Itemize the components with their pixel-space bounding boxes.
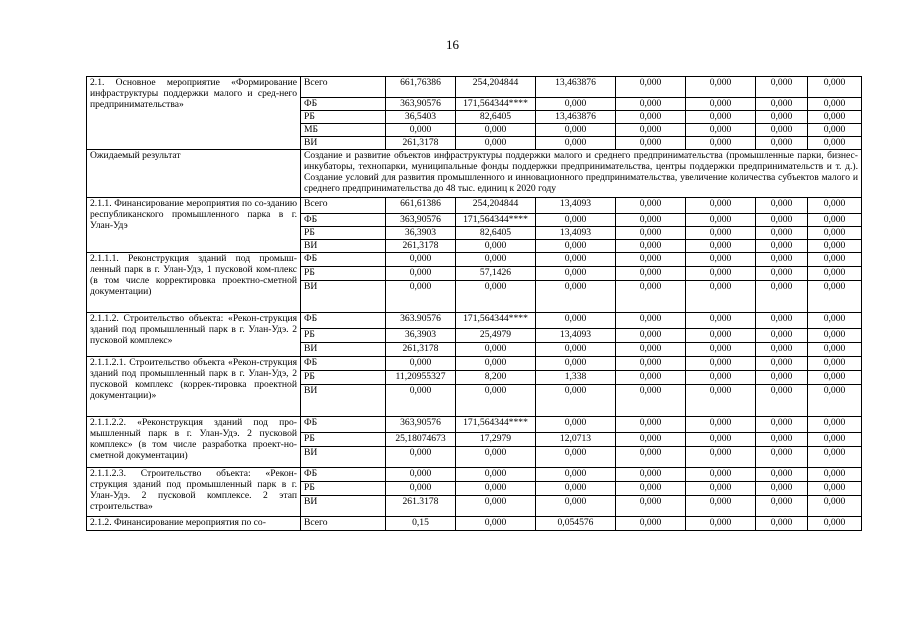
amount-cell: 0,000 xyxy=(808,313,862,329)
funding-source: РБ xyxy=(301,329,386,343)
amount-cell: 0,000 xyxy=(386,357,456,371)
measure-name: 2.1.1.2.2. «Реконструкция зданий под про-мышленный парк в г. Улан-Удэ. 2 пусковой комплекс» (в том числе разработка проект-но-сметной документации) xyxy=(87,417,301,468)
amount-cell: 0,000 xyxy=(756,468,808,482)
amount-cell: 363.90576 xyxy=(386,313,456,329)
funding-source: ФБ xyxy=(301,417,386,433)
amount-cell: 0,000 xyxy=(756,267,808,281)
amount-cell: 0,000 xyxy=(536,253,616,267)
funding-source: РБ xyxy=(301,227,386,240)
amount-cell: 0,000 xyxy=(686,214,756,227)
expected-result-label: Ожидаемый результат xyxy=(87,150,301,198)
amount-cell: 0,000 xyxy=(808,343,862,357)
amount-cell: 0,000 xyxy=(808,417,862,433)
amount-cell: 0,000 xyxy=(808,227,862,240)
amount-cell: 0,000 xyxy=(686,77,756,98)
amount-cell: 0,000 xyxy=(808,468,862,482)
funding-source: Всего xyxy=(301,517,386,531)
amount-cell: 0,000 xyxy=(616,371,686,385)
amount-cell: 0,000 xyxy=(386,385,456,417)
table-row xyxy=(87,468,862,482)
amount-cell: 0,000 xyxy=(686,482,756,496)
amount-cell: 0,000 xyxy=(808,111,862,124)
amount-cell: 0,000 xyxy=(686,198,756,214)
amount-cell: 8,200 xyxy=(456,371,536,385)
amount-cell: 261,3178 xyxy=(386,240,456,253)
amount-cell: 0,000 xyxy=(536,482,616,496)
amount-cell: 13,4093 xyxy=(536,329,616,343)
amount-cell: 13,463876 xyxy=(536,111,616,124)
funding-source: ВИ xyxy=(301,240,386,253)
amount-cell: 0,000 xyxy=(386,267,456,281)
amount-cell: 261.3178 xyxy=(386,496,456,517)
amount-cell: 0,000 xyxy=(808,357,862,371)
amount-cell: 0,000 xyxy=(536,385,616,417)
amount-cell: 0,000 xyxy=(686,517,756,531)
amount-cell: 0,000 xyxy=(686,137,756,150)
amount-cell: 0,000 xyxy=(808,124,862,137)
amount-cell: 13,4093 xyxy=(536,198,616,214)
amount-cell: 25,18074673 xyxy=(386,433,456,447)
amount-cell: 0,000 xyxy=(456,281,536,313)
amount-cell: 0,000 xyxy=(616,267,686,281)
amount-cell: 254,204844 xyxy=(456,198,536,214)
funding-source: Всего xyxy=(301,77,386,98)
amount-cell: 363,90576 xyxy=(386,98,456,111)
table-row xyxy=(87,313,862,329)
amount-cell: 0,000 xyxy=(456,124,536,137)
amount-cell: 0,000 xyxy=(456,357,536,371)
amount-cell: 0,000 xyxy=(756,357,808,371)
funding-source: ФБ xyxy=(301,253,386,267)
amount-cell: 0,000 xyxy=(536,98,616,111)
amount-cell: 0,000 xyxy=(808,385,862,417)
amount-cell: 0,000 xyxy=(756,482,808,496)
amount-cell: 0,000 xyxy=(756,343,808,357)
amount-cell: 0,000 xyxy=(756,124,808,137)
amount-cell: 0,054576 xyxy=(536,517,616,531)
amount-cell: 0,000 xyxy=(536,267,616,281)
amount-cell: 0,000 xyxy=(456,496,536,517)
amount-cell: 0,000 xyxy=(808,137,862,150)
amount-cell: 0,000 xyxy=(616,98,686,111)
table-row xyxy=(87,198,862,214)
amount-cell: 0,000 xyxy=(686,329,756,343)
amount-cell: 0,000 xyxy=(808,371,862,385)
amount-cell: 0,000 xyxy=(456,517,536,531)
amount-cell: 13,463876 xyxy=(536,77,616,98)
amount-cell: 0,000 xyxy=(456,482,536,496)
amount-cell: 82,6405 xyxy=(456,111,536,124)
amount-cell: 0,000 xyxy=(616,357,686,371)
amount-cell: 0,000 xyxy=(686,417,756,433)
funding-source: МБ xyxy=(301,124,386,137)
amount-cell: 0,000 xyxy=(536,214,616,227)
amount-cell: 0,000 xyxy=(756,240,808,253)
amount-cell: 0,000 xyxy=(808,496,862,517)
amount-cell: 0,000 xyxy=(536,468,616,482)
amount-cell: 0,000 xyxy=(616,385,686,417)
amount-cell: 1,338 xyxy=(536,371,616,385)
amount-cell: 363,90576 xyxy=(386,417,456,433)
budget-table xyxy=(86,76,862,531)
amount-cell: 363,90576 xyxy=(386,214,456,227)
table-row xyxy=(87,517,862,531)
amount-cell: 0,000 xyxy=(756,281,808,313)
amount-cell: 0,000 xyxy=(808,447,862,468)
amount-cell: 0,000 xyxy=(536,357,616,371)
amount-cell: 25,4979 xyxy=(456,329,536,343)
measure-name: 2.1.1.2. Строительство объекта: «Рекон-струкция зданий под промышленный парк в г. Улан-Удэ. 2 пусковой комплекс» xyxy=(87,313,301,357)
amount-cell: 0,000 xyxy=(756,137,808,150)
amount-cell: 0,000 xyxy=(756,417,808,433)
amount-cell: 0,000 xyxy=(616,433,686,447)
amount-cell: 0,000 xyxy=(686,343,756,357)
measure-name: 2.1.1. Финансирование мероприятия по со-зданию республиканского промышленного парка в г. Улан-Удэ xyxy=(87,198,301,253)
amount-cell: 0,000 xyxy=(756,385,808,417)
expected-result-row xyxy=(87,150,862,198)
amount-cell: 82,6405 xyxy=(456,227,536,240)
funding-source: ФБ xyxy=(301,313,386,329)
amount-cell: 17,2979 xyxy=(456,433,536,447)
amount-cell: 0,000 xyxy=(686,98,756,111)
amount-cell: 0,000 xyxy=(616,214,686,227)
amount-cell: 0,000 xyxy=(536,124,616,137)
amount-cell: 0,000 xyxy=(616,240,686,253)
amount-cell: 0,000 xyxy=(808,214,862,227)
amount-cell: 0,000 xyxy=(386,124,456,137)
amount-cell: 0,000 xyxy=(756,313,808,329)
amount-cell: 0,15 xyxy=(386,517,456,531)
funding-source: ФБ xyxy=(301,468,386,482)
amount-cell: 0,000 xyxy=(808,433,862,447)
funding-source: Всего xyxy=(301,198,386,214)
amount-cell: 0,000 xyxy=(456,385,536,417)
amount-cell: 0,000 xyxy=(756,198,808,214)
amount-cell: 0,000 xyxy=(386,281,456,313)
amount-cell: 0,000 xyxy=(616,447,686,468)
amount-cell: 0,000 xyxy=(536,343,616,357)
amount-cell: 0,000 xyxy=(756,77,808,98)
funding-source: ФБ xyxy=(301,214,386,227)
funding-source: ФБ xyxy=(301,357,386,371)
funding-source: РБ xyxy=(301,111,386,124)
amount-cell: 13,4093 xyxy=(536,227,616,240)
amount-cell: 0,000 xyxy=(536,281,616,313)
amount-cell: 0,000 xyxy=(616,496,686,517)
amount-cell: 0,000 xyxy=(616,517,686,531)
amount-cell: 0,000 xyxy=(616,227,686,240)
amount-cell: 0,000 xyxy=(616,329,686,343)
amount-cell: 0,000 xyxy=(616,124,686,137)
amount-cell: 0,000 xyxy=(808,253,862,267)
amount-cell: 0,000 xyxy=(756,447,808,468)
amount-cell: 0,000 xyxy=(616,111,686,124)
funding-source: ВИ xyxy=(301,385,386,417)
amount-cell: 0,000 xyxy=(386,253,456,267)
funding-source: ФБ xyxy=(301,98,386,111)
amount-cell: 0,000 xyxy=(536,313,616,329)
amount-cell: 0,000 xyxy=(536,496,616,517)
amount-cell: 0,000 xyxy=(808,198,862,214)
amount-cell: 261,3178 xyxy=(386,343,456,357)
amount-cell: 171,564344**** xyxy=(456,417,536,433)
table-row xyxy=(87,417,862,433)
amount-cell: 0,000 xyxy=(756,227,808,240)
amount-cell: 0,000 xyxy=(756,329,808,343)
measure-name: 2.1.1.2.3. Строительство объекта: «Рекон-струкция зданий под промышленный парк в г. Улан-Удэ. 2 пусковой комплексе. 2 этап строительства» xyxy=(87,468,301,517)
measure-name: 2.1. Основное мероприятие «Формирование инфраструктуры поддержки малого и сред-него предпринимательства» xyxy=(87,77,301,150)
amount-cell: 0,000 xyxy=(616,482,686,496)
funding-source: РБ xyxy=(301,482,386,496)
amount-cell: 0,000 xyxy=(536,240,616,253)
amount-cell: 0,000 xyxy=(536,137,616,150)
amount-cell: 0,000 xyxy=(808,240,862,253)
amount-cell: 0,000 xyxy=(756,371,808,385)
funding-source: РБ xyxy=(301,433,386,447)
amount-cell: 0,000 xyxy=(808,482,862,496)
table-row xyxy=(87,77,862,98)
amount-cell: 0,000 xyxy=(686,313,756,329)
amount-cell: 0,000 xyxy=(386,468,456,482)
amount-cell: 0,000 xyxy=(686,240,756,253)
amount-cell: 11,20955327 xyxy=(386,371,456,385)
amount-cell: 0,000 xyxy=(616,281,686,313)
amount-cell: 0,000 xyxy=(808,98,862,111)
amount-cell: 0,000 xyxy=(616,77,686,98)
funding-source: ВИ xyxy=(301,447,386,468)
amount-cell: 36,3903 xyxy=(386,329,456,343)
amount-cell: 0,000 xyxy=(686,385,756,417)
amount-cell: 57,1426 xyxy=(456,267,536,281)
funding-source: РБ xyxy=(301,371,386,385)
amount-cell: 254,204844 xyxy=(456,77,536,98)
measure-name: 2.1.2. Финансирование мероприятия по со- xyxy=(87,517,301,531)
amount-cell: 0,000 xyxy=(686,496,756,517)
amount-cell: 0,000 xyxy=(536,447,616,468)
page-number: 16 xyxy=(446,37,459,52)
amount-cell: 0,000 xyxy=(756,433,808,447)
expected-result-text: Создание и развитие объектов инфраструктуры поддержки малого и среднего предпринимательства (промышленные парки, бизнес-инкубаторы, технопарки, муниципальные фонды поддержки предпринимательства, центры поддержки предпринимательств и т. д.). Создание условий для развития промышленного и инновационного предпринимательства, увеличение количества субъектов малого и среднего предпринимательства до 48 тыс. единиц к 2020 году xyxy=(301,150,862,198)
funding-source: ВИ xyxy=(301,496,386,517)
amount-cell: 0,000 xyxy=(386,482,456,496)
amount-cell: 36,3903 xyxy=(386,227,456,240)
funding-source: ВИ xyxy=(301,343,386,357)
amount-cell: 0,000 xyxy=(808,281,862,313)
measure-name: 2.1.1.1. Реконструкция зданий под промыш-ленный парк в г. Улан-Удэ, 1 пусковой ком-плекс (в том числе корректировка проектно-сметной документации) xyxy=(87,253,301,313)
amount-cell: 0,000 xyxy=(456,447,536,468)
amount-cell: 0,000 xyxy=(456,240,536,253)
measure-name: 2.1.1.2.1. Строительство объекта «Рекон-струкция зданий под промышленный парк в г. Улан-Удэ, 2 пусковой комплекс (коррек-тировка проектной документации)» xyxy=(87,357,301,417)
amount-cell: 0,000 xyxy=(536,417,616,433)
amount-cell: 36,5403 xyxy=(386,111,456,124)
amount-cell: 0,000 xyxy=(756,517,808,531)
amount-cell: 0,000 xyxy=(808,517,862,531)
amount-cell: 0,000 xyxy=(456,137,536,150)
amount-cell: 12,0713 xyxy=(536,433,616,447)
amount-cell: 0,000 xyxy=(616,417,686,433)
amount-cell: 0,000 xyxy=(686,281,756,313)
amount-cell: 0,000 xyxy=(456,468,536,482)
amount-cell: 171,564344**** xyxy=(456,98,536,111)
funding-source: РБ xyxy=(301,267,386,281)
amount-cell: 0,000 xyxy=(456,253,536,267)
table-row xyxy=(87,253,862,267)
amount-cell: 0,000 xyxy=(756,98,808,111)
amount-cell: 0,000 xyxy=(686,227,756,240)
amount-cell: 0,000 xyxy=(686,253,756,267)
amount-cell: 0,000 xyxy=(756,496,808,517)
amount-cell: 0,000 xyxy=(616,343,686,357)
amount-cell: 0,000 xyxy=(616,198,686,214)
funding-source: ВИ xyxy=(301,137,386,150)
amount-cell: 0,000 xyxy=(386,447,456,468)
amount-cell: 0,000 xyxy=(756,253,808,267)
amount-cell: 0,000 xyxy=(686,468,756,482)
amount-cell: 0,000 xyxy=(686,357,756,371)
amount-cell: 0,000 xyxy=(686,433,756,447)
amount-cell: 0,000 xyxy=(756,111,808,124)
amount-cell: 0,000 xyxy=(686,111,756,124)
funding-source: ВИ xyxy=(301,281,386,313)
amount-cell: 0,000 xyxy=(616,468,686,482)
table-row xyxy=(87,357,862,371)
amount-cell: 171,564344**** xyxy=(456,313,536,329)
amount-cell: 0,000 xyxy=(808,77,862,98)
amount-cell: 171,564344**** xyxy=(456,214,536,227)
amount-cell: 0,000 xyxy=(686,447,756,468)
amount-cell: 0,000 xyxy=(686,371,756,385)
amount-cell: 661,76386 xyxy=(386,77,456,98)
amount-cell: 0,000 xyxy=(616,313,686,329)
amount-cell: 0,000 xyxy=(456,343,536,357)
amount-cell: 0,000 xyxy=(808,267,862,281)
amount-cell: 0,000 xyxy=(808,329,862,343)
amount-cell: 661,61386 xyxy=(386,198,456,214)
amount-cell: 0,000 xyxy=(686,267,756,281)
amount-cell: 0,000 xyxy=(616,253,686,267)
amount-cell: 0,000 xyxy=(756,214,808,227)
amount-cell: 0,000 xyxy=(686,124,756,137)
amount-cell: 0,000 xyxy=(616,137,686,150)
amount-cell: 261,3178 xyxy=(386,137,456,150)
